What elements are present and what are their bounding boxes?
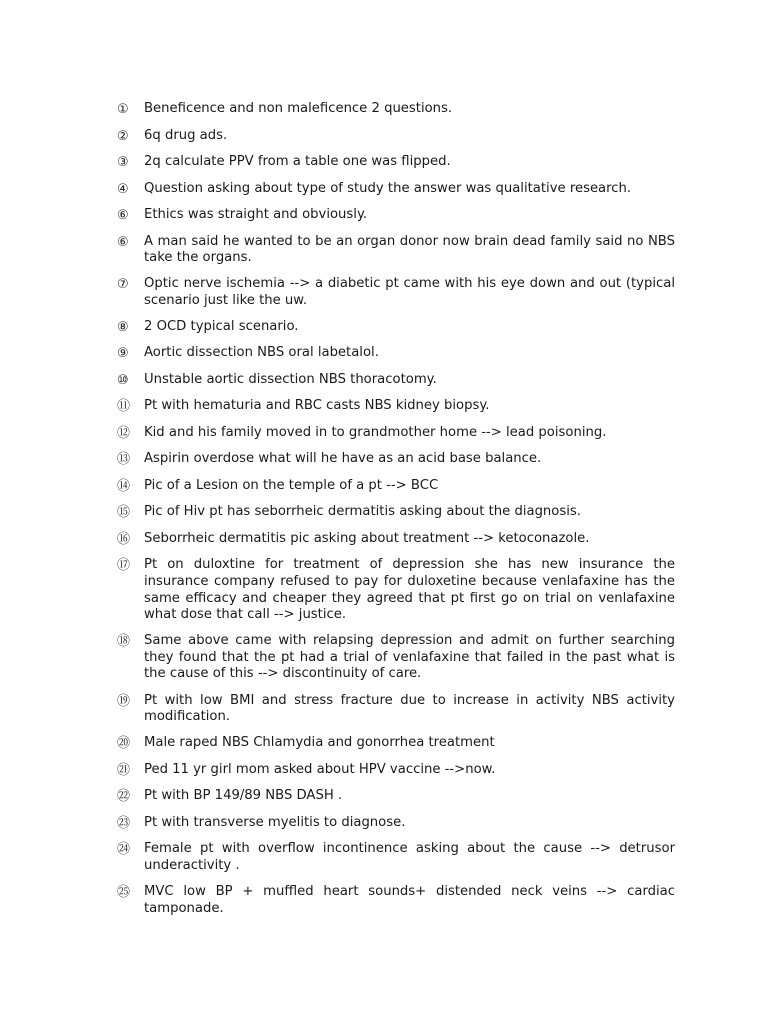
item-text: Pt on duloxtine for treatment of depression she has new insurance the insurance company refused to pay for duloxetine because venlafaxine has the same efficacy and cheaper they agreed that pt first go on trial on venlafaxine what dose that call --> justice. [144, 557, 675, 623]
list-item [117, 345, 675, 362]
item-text: Pt with BP 149/89 NBS DASH . [144, 788, 343, 804]
item-number: ⑮ [117, 505, 131, 521]
item-text: Question asking about type of study the answer was qualitative research. [144, 180, 632, 196]
list-item [117, 181, 675, 198]
item-number: ⑦ [117, 277, 129, 293]
item-number: ⑩ [117, 372, 129, 388]
item-text: Aspirin overdose what will he have as an acid base balance. [144, 451, 542, 467]
item-number: ㉓ [117, 815, 131, 831]
item-text: Same above came with relapsing depression and admit on further searching they found that the pt had a trial of venlafaxine that failed in the past what is the cause of this --> discontinuity of care. [144, 633, 675, 682]
list-item [117, 154, 675, 171]
item-number: ⑧ [117, 319, 129, 335]
item-number: ⑰ [117, 558, 131, 574]
list-item [117, 128, 675, 145]
item-number: ② [117, 128, 129, 144]
item-number: ④ [117, 181, 129, 197]
item-text: Ped 11 yr girl mom asked about HPV vaccine -->now. [144, 761, 496, 777]
item-number: ① [117, 102, 129, 117]
item-text: Male raped NBS Chlamydia and gonorrhea treatment [144, 735, 495, 751]
list-item [117, 372, 675, 389]
item-text: 2 OCD typical scenario. [144, 318, 299, 334]
list-item [117, 504, 675, 521]
item-number: ⑲ [117, 693, 131, 709]
item-number: ㉕ [117, 884, 131, 900]
list-item [117, 398, 675, 415]
item-number: ⑱ [117, 634, 131, 650]
item-text: Aortic dissection NBS oral labetalol. [144, 345, 379, 361]
item-text: Pt with transverse myelitis to diagnose. [144, 814, 406, 830]
list-item [117, 762, 675, 779]
list-item [117, 478, 675, 495]
item-text: 2q calculate PPV from a table one was flipped. [144, 154, 451, 169]
list-item [117, 101, 675, 118]
item-text: 6q drug ads. [144, 127, 228, 143]
item-text: MVC low BP + muffled heart sounds+ distended neck veins --> cardiac tamponade. [144, 883, 675, 916]
list-item [117, 841, 675, 874]
item-text: Beneficence and non maleficence 2 questions. [144, 101, 453, 116]
list-item [117, 234, 675, 267]
list-item [117, 425, 675, 442]
item-text: Pt with low BMI and stress fracture due to increase in activity NBS activity modification. [144, 692, 675, 725]
item-number: ③ [117, 155, 129, 170]
list-item [117, 788, 675, 805]
item-text: Optic nerve ischemia --> a diabetic pt came with his eye down and out (typical scenario just like the uw. [144, 276, 675, 308]
question-list [117, 101, 675, 927]
item-text: Pt with hematuria and RBC casts NBS kidney biopsy. [144, 398, 490, 414]
list-item [117, 633, 675, 683]
list-item [117, 276, 675, 309]
list-item [117, 319, 675, 336]
list-item [117, 693, 675, 726]
item-number: ⑥ [117, 234, 129, 250]
list-item [117, 884, 675, 917]
item-text: Female pt with overflow incontinence asking about the cause --> detrusor underactivity . [144, 841, 675, 873]
item-text: Ethics was straight and obviously. [144, 207, 368, 222]
item-number: ⑥ [117, 208, 129, 223]
item-number: ⑨ [117, 346, 129, 362]
item-number: ⑪ [117, 399, 131, 415]
item-text: A man said he wanted to be an organ donor now brain dead family said no NBS take the organs. [144, 233, 675, 266]
item-number: ㉔ [117, 842, 131, 858]
item-number: ⑯ [117, 531, 131, 547]
item-number: ⑬ [117, 452, 131, 468]
item-number: ㉒ [117, 789, 131, 805]
item-text: Kid and his family moved in to grandmother home --> lead poisoning. [144, 424, 607, 440]
item-number: ㉑ [117, 762, 131, 778]
item-number: ⑫ [117, 425, 131, 441]
item-text: Seborrheic dermatitis pic asking about treatment --> ketoconazole. [144, 530, 590, 546]
item-text: Pic of Hiv pt has seborrheic dermatitis asking about the diagnosis. [144, 504, 581, 520]
list-item [117, 531, 675, 548]
list-item [117, 451, 675, 468]
item-number: ⑭ [117, 478, 131, 494]
list-item [117, 557, 675, 623]
list-item [117, 207, 675, 224]
item-text: Unstable aortic dissection NBS thoracotomy. [144, 371, 437, 387]
list-item [117, 735, 675, 752]
list-item [117, 815, 675, 832]
item-number: ⑳ [117, 736, 131, 752]
item-text: Pic of a Lesion on the temple of a pt --> BCC [144, 477, 439, 493]
